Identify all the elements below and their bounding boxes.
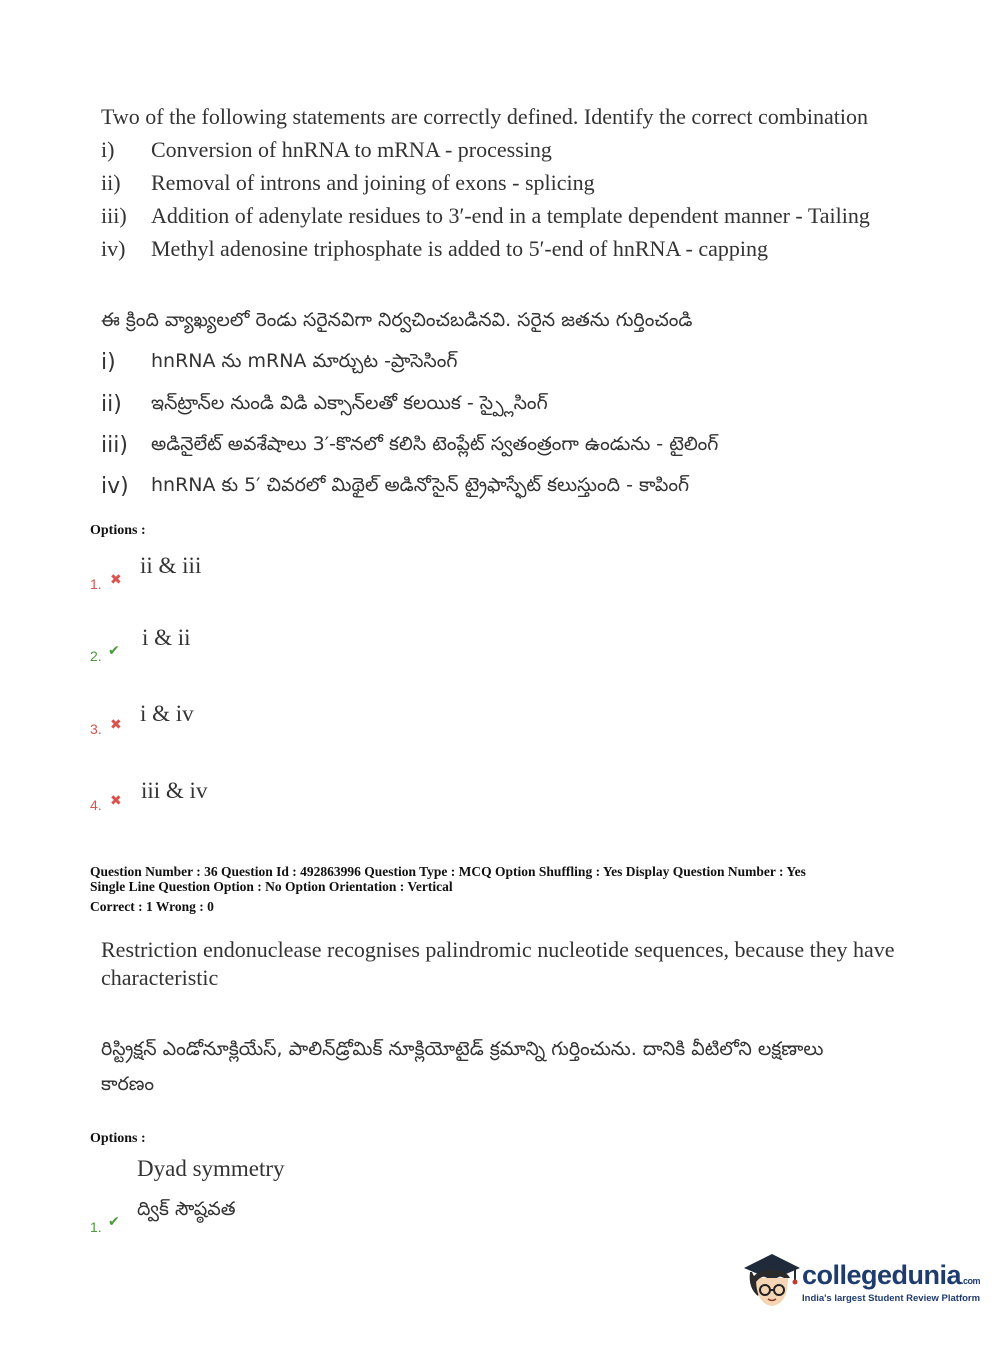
wrong-icon: ✖ [110,572,122,588]
option-number: 1. [90,576,102,592]
question-meta-line1: Question Number : 36 Question Id : 492863996 Question Type : MCQ Option Shuffling : Yes Display Question Number : Yes [90,864,806,879]
question-prompt: Restriction endonuclease recognises palindromic nucleotide sequences, because they have [101,937,895,962]
statement-3 [101,203,921,229]
statement-text: ఇన్‌ట్రాన్‌ల నుండి విడి ఎక్సాన్‌లతో కలయిక - స్ప్లైసింగ్ [151,392,548,414]
option-text-telugu: ద్విక్ సౌష్ఠవత [137,1198,236,1220]
question-prompt-telugu: రిస్ట్రిక్షన్ ఎండోనూక్లియేస్, పాలిన్‌డ్రోమిక్ నూక్లియోటైడ్ క్రమాన్ని గుర్తించును. దానికి వీటిలోని లక్షణాలు [101,1038,824,1060]
statement-number: ii) [101,392,122,417]
statement-telugu-3 [101,433,921,461]
question-prompt: Two of the following statements are correctly defined. Identify the correct combination [101,104,868,129]
statement-number: ii) [101,170,121,195]
option-text: ii & iii [140,553,202,578]
wrong-icon: ✖ [110,717,122,733]
statement-number: iv) [101,474,129,499]
brand-suffix: .com [961,1276,981,1286]
statement-number: iii) [101,203,127,228]
checkmark-icon: ✔ [108,1214,120,1230]
statement-telugu-4 [101,474,921,502]
options-label: Options : [90,523,146,538]
collegedunia-logo [740,1248,980,1310]
statement-text: Conversion of hnRNA to mRNA - processing [151,137,552,162]
statement-text: Addition of adenylate residues to 3′-end in a template dependent manner - Tailing [151,203,870,228]
brand-name: collegedunia [802,1260,962,1290]
statement-number: iv) [101,236,126,261]
question-prompt-telugu: ఈ క్రింది వ్యాఖ్యలలో రెండు సరైనవిగా నిర్వచించబడినవి. సరైన జతను గుర్తించండి [101,309,693,331]
option-text: Dyad symmetry [137,1156,285,1181]
statement-text: hnRNA ను mRNA మార్చుట -ప్రాసెసింగ్ [151,350,458,372]
option-text: iii & iv [141,778,208,803]
statement-2 [101,170,921,196]
option-text: i & ii [142,625,191,650]
option-number: 2. [90,648,102,664]
checkmark-icon: ✔ [108,643,120,659]
statement-text: hnRNA కు 5′ చివరలో మిథైల్ అడినోసైన్ ట్రైఫాస్ఫేట్ కలుస్తుంది - కాపింగ్ [151,474,690,496]
statement-1 [101,137,921,163]
statement-telugu-1 [101,350,921,378]
statement-text: Removal of introns and joining of exons - splicing [151,170,595,195]
question-meta-scoring: Correct : 1 Wrong : 0 [90,899,214,914]
question-meta-line2: Single Line Question Option : No Option Orientation : Vertical [90,879,453,894]
statement-text: అడినైలేట్ అవశేషాలు 3′-కొనలో కలిసి టెంప్లేట్ స్వతంత్రంగా ఉండును - టైలింగ్ [151,433,719,455]
question-prompt-cont: characteristic [101,965,219,990]
option-text: i & iv [140,701,194,726]
option-number: 1. [90,1219,102,1235]
statement-number: i) [101,350,116,375]
statement-4 [101,236,921,262]
statement-text: Methyl adenosine triphosphate is added to 5′-end of hnRNA - capping [151,236,769,261]
statement-number: iii) [101,433,128,458]
mascot-icon [740,1248,802,1310]
options-label: Options : [90,1131,146,1146]
statement-number: i) [101,137,115,162]
brand-tagline: India's largest Student Review Platform [802,1293,981,1304]
question-prompt-telugu-cont: కారణం [101,1073,155,1095]
wrong-icon: ✖ [110,793,122,809]
statement-telugu-2 [101,392,921,420]
option-number: 4. [90,797,102,813]
option-number: 3. [90,721,102,737]
